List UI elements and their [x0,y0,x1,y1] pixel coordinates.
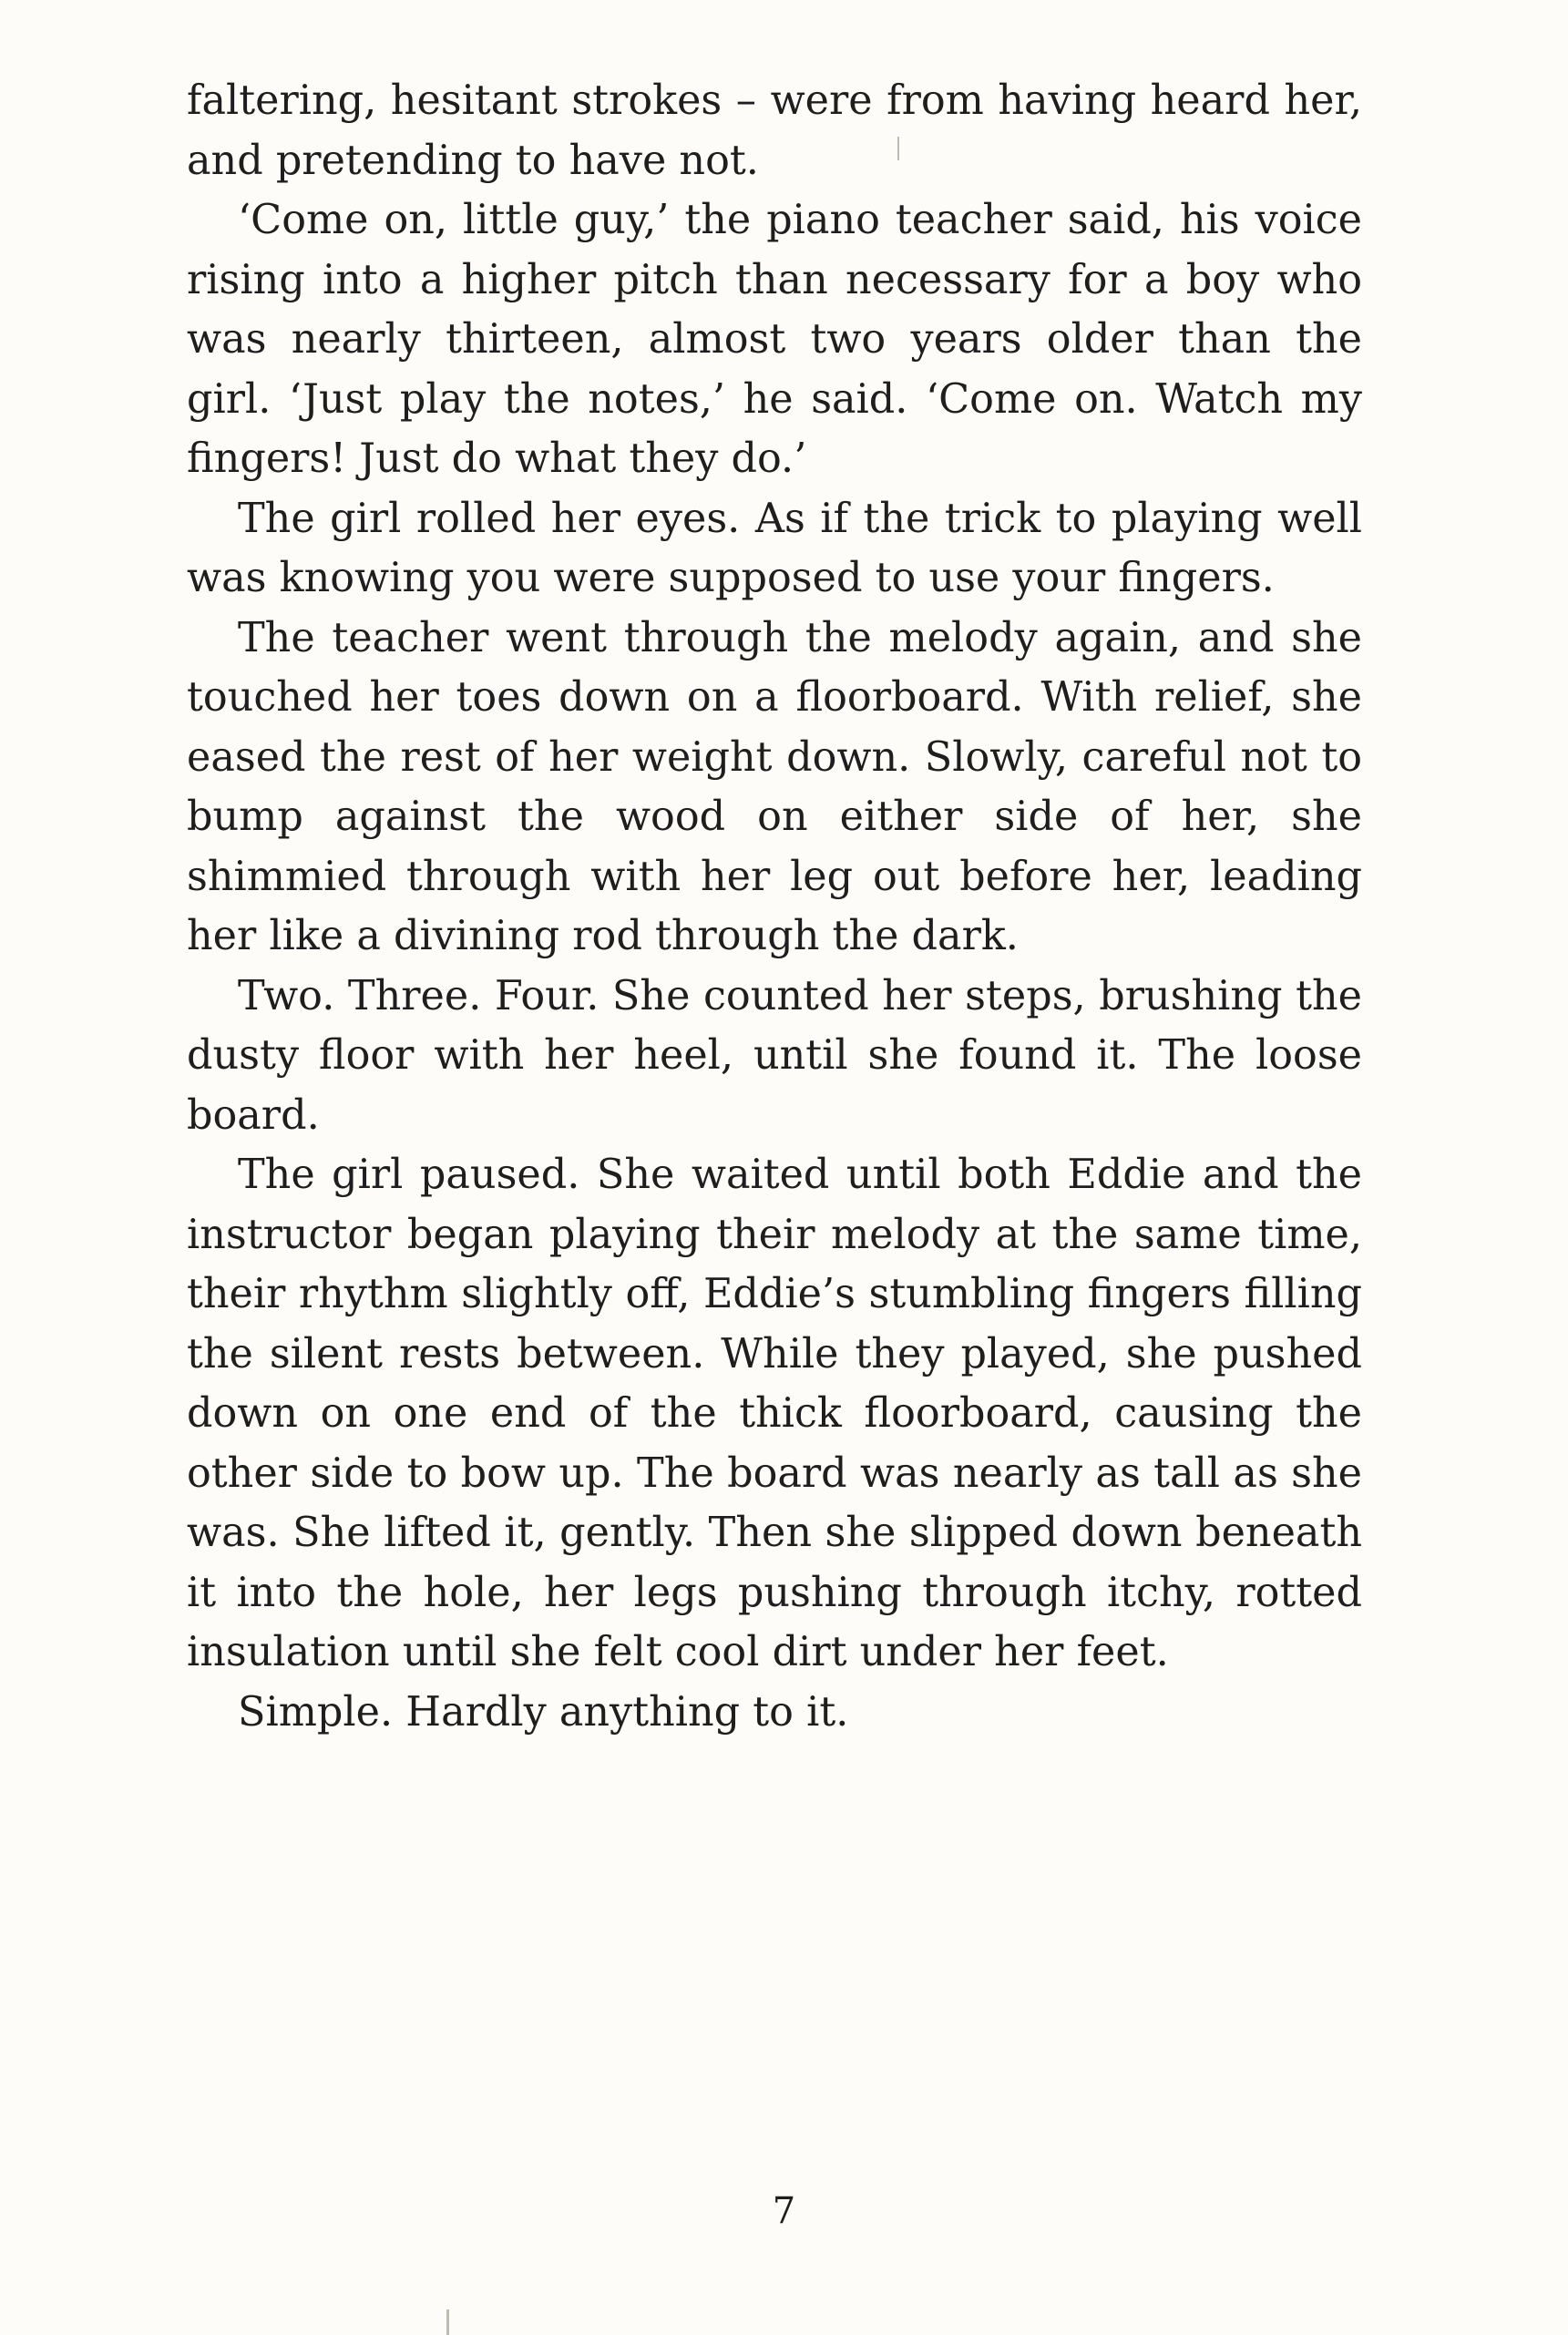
page-number: 7 [772,2190,796,2232]
paragraph: ‘Come on, little guy,’ the piano teacher said, his voice rising into a higher pitch than necessary for a boy who was nearly thirteen, almost two years older than the girl. ‘Just play the notes,’ he said. ‘Come on. Watch my fingers! Just do what they do.’ [187,197,1362,482]
paragraph-continuation: faltering, hesitant strokes – were from having heard her, and pretending to have not. [187,77,1362,184]
paragraph: Simple. Hardly anything to it. [238,1688,849,1736]
paragraph: The girl rolled her eyes. As if the trick to playing well was knowing you were supposed to use your fingers. [187,495,1362,601]
body-text [187,71,1362,1742]
paragraph: The girl paused. She waited until both Eddie and the instructor began playing their melody at the same time, their rhythm slightly off, Eddie’s stumbling fingers filling the silent rests between. While they played, she pushed down on one end of the thick floorboard, causing the other side to bow up. The board was nearly as tall as she was. She lifted it, gently. Then she slipped down beneath it into the hole, her legs pushing through itchy, rotted insulation until she felt cool dirt under her feet. [187,1152,1362,1675]
paragraph: The teacher went through the melody again, and she touched her toes down on a floorboard. With relief, she eased the rest of her weight down. Slowly, careful not to bump against the wood on either side of her, she shimmied through with her leg out before her, leading her like a divining rod through the dark. [187,614,1362,959]
scan-artifact [446,2309,449,2335]
paragraph: Two. Three. Four. She counted her steps, brushing the dusty floor with her heel, until she found it. The loose board. [187,972,1362,1139]
